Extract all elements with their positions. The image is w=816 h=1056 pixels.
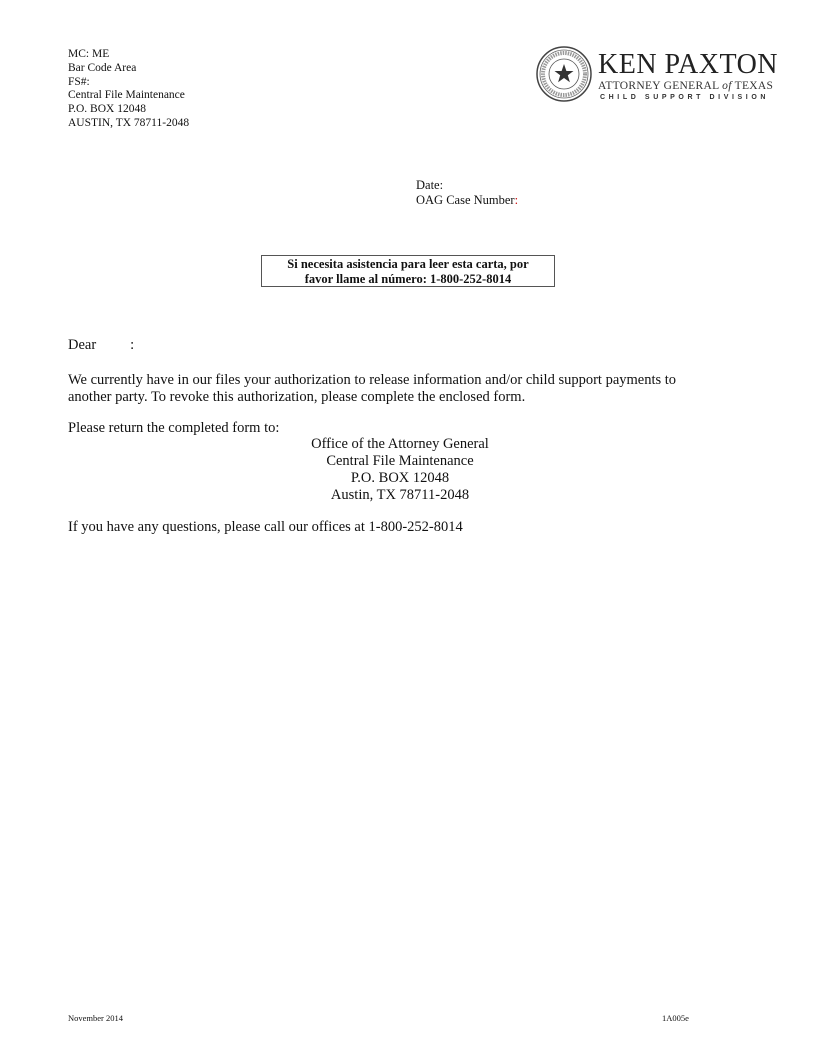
date-label: Date: xyxy=(416,178,444,192)
sender-line: Bar Code Area xyxy=(68,61,137,74)
address-line: Office of the Attorney General xyxy=(311,436,489,452)
spanish-assistance-notice xyxy=(261,255,555,287)
case-number-colon: : xyxy=(514,193,519,207)
sender-line: MC: ME xyxy=(68,48,110,60)
sender-line: P.O. BOX 12048 xyxy=(68,103,146,116)
case-number-label xyxy=(416,193,518,208)
notice-line: favor llame al número: 1-800-252-8014 xyxy=(304,271,512,286)
salutation-colon: : xyxy=(130,337,135,353)
sender-line: FS#: xyxy=(68,75,90,88)
case-number-text: OAG Case Number xyxy=(416,193,515,207)
paragraph-line: We currently have in our files your authorization to release information and/or child support payments to xyxy=(68,372,677,388)
logo-title-post: TEXAS xyxy=(731,80,774,92)
paragraph-line: another party. To revoke this authorization, please complete the enclosed form. xyxy=(68,388,526,405)
address-line: P.O. BOX 12048 xyxy=(350,470,450,486)
sender-line: Central File Maintenance xyxy=(68,89,185,102)
attorney-general-seal-icon xyxy=(536,46,592,102)
notice-line: Si necesita asistencia para leer esta carta, por xyxy=(287,257,529,271)
footer-form-code: 1A005e xyxy=(662,1013,689,1023)
logo-title-pre: ATTORNEY GENERAL xyxy=(598,80,723,92)
return-intro: Please return the completed form to: xyxy=(68,420,280,436)
address-line: Central File Maintenance xyxy=(326,453,474,469)
salutation-text: Dear xyxy=(68,337,97,353)
sender-block xyxy=(68,48,189,131)
return-address xyxy=(0,436,808,504)
logo-title xyxy=(598,80,773,92)
meta-block xyxy=(416,178,518,208)
footer-date: November 2014 xyxy=(68,1013,124,1023)
logo-name: KEN PAXTON xyxy=(598,49,779,80)
closing-paragraph: If you have any questions, please call our offices at 1-800-252-8014 xyxy=(68,519,463,535)
sender-line: AUSTIN, TX 78711-2048 xyxy=(68,116,190,129)
logo-title-of: of xyxy=(722,80,732,92)
salutation xyxy=(68,337,758,354)
paragraph-authorization xyxy=(68,372,758,405)
address-line: Austin, TX 78711-2048 xyxy=(330,487,470,503)
logo-division: CHILD SUPPORT DIVISION xyxy=(600,94,770,101)
